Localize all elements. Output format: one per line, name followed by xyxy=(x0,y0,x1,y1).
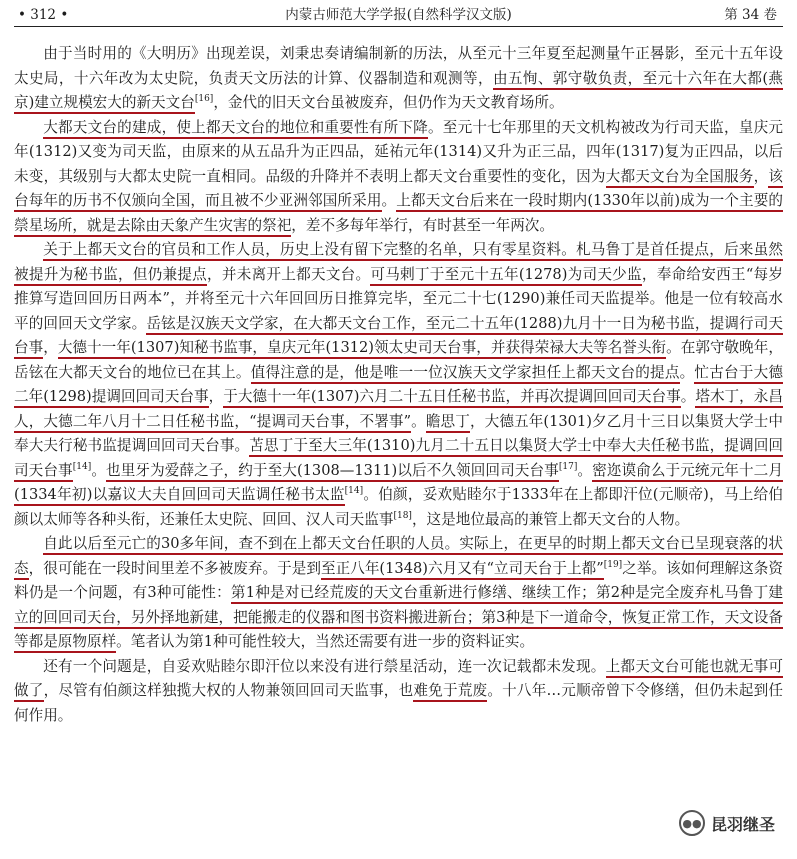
underlined-text: 上都天文台后来在一段时期内(1330年以前)成为一个主要的禜星场所，就是去除由天象产生灾害的祭祀 xyxy=(14,192,783,237)
text-run: ，差不多每年举行，有时甚至一年两次。 xyxy=(291,216,554,234)
citation-ref: [14] xyxy=(72,461,92,472)
text-run: ， xyxy=(43,339,58,356)
underlined-text: 难免于荒废 xyxy=(413,682,487,702)
text-run: ，尽管有伯颜这样独揽大权的人物兼领回回司天监事，也 xyxy=(43,682,414,699)
underlined-text: 瞻思丁 xyxy=(426,413,470,433)
text-run: ，并未离开上都天文台。 xyxy=(207,265,371,283)
underlined-text: 苫思丁于至大三年(1310)九月二十五日以集贤大学士中奉大夫任秘书监，提调回回司天台事 xyxy=(14,437,783,482)
text-run: 。 xyxy=(679,363,695,381)
paragraph xyxy=(14,655,783,729)
underlined-text: 大德十一年(1307)知秘书监事，皇庆元年(1312)领太史司天台事，并获得荣禄大夫等名誉头衔 xyxy=(58,339,666,359)
watermark xyxy=(675,809,779,837)
text-run: ， xyxy=(753,167,769,185)
underlined-text: 忙古台于大德二年(1298)提调回回司天台事 xyxy=(14,364,783,409)
text-run: ， xyxy=(208,388,224,405)
underlined-text: 可马剌丁于至元十五年(1278)为司天少监 xyxy=(370,266,642,286)
citation-ref: [19] xyxy=(603,559,623,570)
underlined-text: 第1种是对已经荒废的天文台重新进行修缮、继续工作；第2种是完全废弃札马鲁丁建立的回回司天台，另外择地新建，把能搬走的仪器和图书资料搬进新台；第3种是下一道命令，恢复正常工作，天文设备等都是原物原样 xyxy=(14,584,783,653)
paragraph xyxy=(14,42,783,116)
text-run: ，这是地位最高的兼管上都天文台的人物。 xyxy=(411,510,690,528)
underlined-text: 岳铉是汉族天文学家，在大都天文台工作，至元二十五年(1288)九月十一日为秘书监，提调行司天台事 xyxy=(14,315,783,360)
underlined-text: 由五恂、郭守敬负责，至元十六年在大都(燕京)建立规模宏大的新天文台 xyxy=(14,70,783,115)
underlined-text: 大都天文台为全国服务 xyxy=(606,168,754,188)
underlined-text: 大都天文台的建成，使上都天文台的地位和重要性有所下降 xyxy=(43,119,428,139)
underlined-text: 自此以后至元亡的30多年间，查不到在上都天文台任职的人员。实际上，在更早的时期上都天文台已呈现衰落的状态 xyxy=(14,535,783,580)
text-run: 。 xyxy=(411,412,426,430)
running-header xyxy=(14,4,783,27)
underlined-text: 该台每年的历书不仅颁向全国，而且被不少亚洲邻国所采用 xyxy=(14,168,783,213)
citation-ref: [16] xyxy=(194,94,214,105)
text-run: 。至元十七年那里的天文机构被改为行司天监，皇庆元年(1312)又变为司天监，由原来的从五品升为正四品，延祐元年(1314)又升为正三品，四年(1317)复为正四品，以后未变，其级别与大都太史院一直相同。品级的升降并不表明上都天文台重要性的变化，因为 xyxy=(14,118,783,185)
paragraph xyxy=(14,238,783,532)
underlined-text: 密迩谟俞么于元统元年十二月(1334年初)以嘉议大夫自回回司天监调任秘书太监 xyxy=(14,462,783,507)
paragraph xyxy=(14,532,783,655)
text-run: 之举。该如何理解这条资料仍是一个问题，有3种可能性： xyxy=(14,559,783,601)
text-run: 。 xyxy=(680,388,696,405)
article-body xyxy=(14,42,783,728)
paragraph xyxy=(14,116,783,239)
text-run: ，金代的旧天文台虽被废弃，但仍作为天文教育场所。 xyxy=(213,94,564,111)
text-run: ，大德五年(1301)夕乙月十三日以集贤大学士中奉大夫行秘书监提调回回司天台事。 xyxy=(14,412,783,454)
journal-title: 内蒙古师范大学学报(自然科学汉文版) xyxy=(285,7,512,23)
text-run: ，奉命给安西王“每岁推算写造回回历日两本”，并将至元十六年回回历日推算完毕，至元二十七(1290)兼任司天监提举。他是一位有较高水平的回回天文学家。 xyxy=(14,265,783,332)
text-run: 。 xyxy=(577,461,593,479)
watermark-text: 昆羽继圣 xyxy=(710,814,775,834)
text-run: 。十八年…元顺帝曾下令修缮，但仍未起到任何作用。 xyxy=(14,682,783,724)
page-number: • 312 • xyxy=(18,7,69,23)
underlined-text: 于大德十一年(1307)六月二十五日任秘书监，并再次提调回回司天台事 xyxy=(223,388,681,408)
citation-ref: [17] xyxy=(558,461,578,472)
underlined-text: 关于上都天文台的官员和工作人员，历史上没有留下完整的名单，只有零星资料。札马鲁丁是首任提点，后来虽然被提升为秘书监，但仍兼提点 xyxy=(14,241,783,286)
text-run: 。在郭守敬晚年，岳铉在大都天文台的地位已在其上。 xyxy=(14,339,783,381)
text-run: 。伯颜，妥欢贴睦尔于1333年在上都即汗位(元顺帝)，马上给伯颜以太师等各种头衔，还兼任太史院、回回、汉人司天监事 xyxy=(14,486,784,528)
underlined-text: 塔木丁，永昌人，大德二年八月十二日任秘书监，“提调司天台事，不署事” xyxy=(14,388,783,433)
citation-ref: [14] xyxy=(344,486,364,497)
underlined-text: 也里牙为爱薛之子，约于至大(1308—1311)以后不久领回回司天台事 xyxy=(106,462,559,482)
text-run: ，很可能在一段时间里差不多被废弃。于是到 xyxy=(28,559,321,577)
text-run: 。笔者认为第1种可能性较大，当然还需要有进一步的资料证实。 xyxy=(116,633,535,650)
underlined-text: 值得注意的是，他是唯一一位汉族天文学家担任上都天文台的提点 xyxy=(251,364,680,384)
volume-label: 第 34 卷 xyxy=(724,7,777,23)
text-run: 由于当时用的《大明历》出现差误，刘秉忠奏请编制新的历法，从至元十三年夏至起测量午正晷影，至元十五年设太史局，十六年改为太史院，负责天文历法的计算、仪器制造和观测等， xyxy=(14,45,783,87)
underlined-text: 上都天文台可能也就无事可做了 xyxy=(14,658,783,703)
citation-ref: [18] xyxy=(393,510,412,521)
text-run: 还有一个问题是，自妥欢贴睦尔即汗位以来没有进行禜星活动，连一次记载都未发现。 xyxy=(43,657,606,675)
wechat-icon: ●● xyxy=(679,810,705,836)
text-run: 。 xyxy=(91,461,107,479)
underlined-text: 至正八年(1348)六月又有“立司天台于上都” xyxy=(321,560,604,580)
text-run: 。 xyxy=(381,192,397,209)
